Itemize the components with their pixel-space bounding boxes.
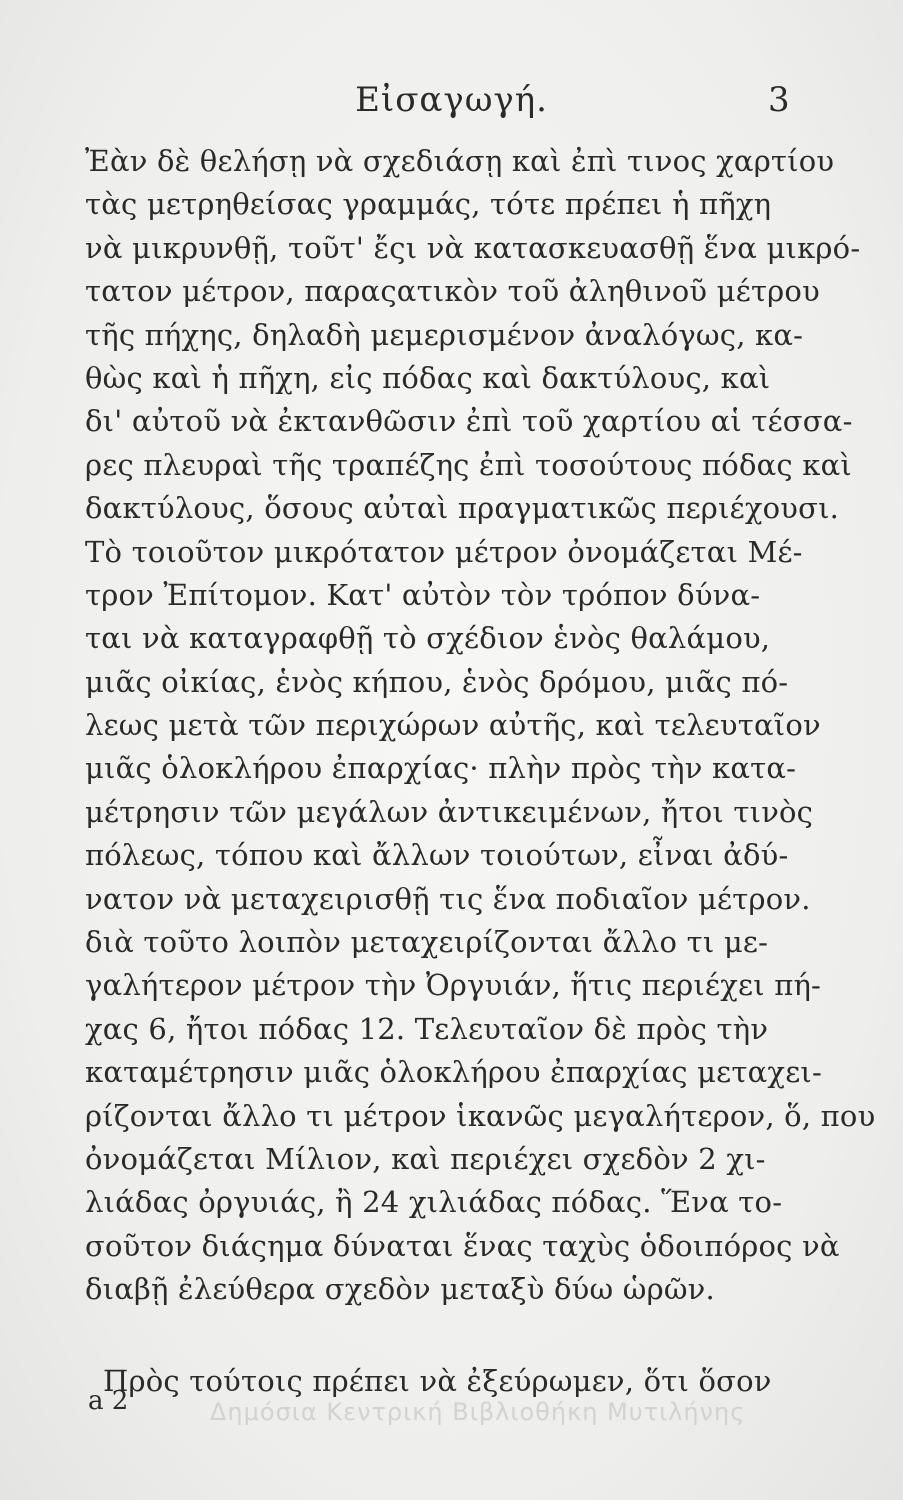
text-line: μέτρησιν τῶν μεγάλων ἀντικειμένων, ἤτοι τινὸς — [85, 794, 814, 829]
signature-mark: a 2 — [88, 1386, 129, 1416]
text-line: Ἐὰν δὲ θελήσῃ νὰ σχεδιάσῃ καὶ ἐπὶ τινος χαρτίου — [85, 144, 835, 178]
text-line: διὰ τοῦτο λοιπὸν μεταχειρίζονται ἄλλο τι με- — [85, 925, 769, 960]
text-line: σοῦτον διάςημα δύναται ἕνας ταχὺς ὁδοιπόρος νὰ — [85, 1228, 840, 1263]
library-watermark: Δημόσια Κεντρική Βιβλιοθήκη Μυτιλήνης — [210, 1398, 746, 1426]
text-line: μιᾶς οἰκίας, ἑνὸς κήπου, ἑνὸς δρόμου, μιᾶς πό- — [85, 664, 789, 699]
text-line: ὀνομάζεται Μίλιον, καὶ περιέχει σχεδὸν 2 χι- — [85, 1141, 766, 1176]
text-line: τρον Ἐπίτομον. Κατ' αὐτὸν τὸν τρόπον δύνα- — [85, 577, 761, 612]
text-line: διαβῇ ἐλεύθερα σχεδὸν μεταξὺ δύω ὡρῶν. — [85, 1272, 715, 1307]
text-line: Τὸ τοιοῦτον μικρότατον μέτρον ὀνομάζεται Μέ- — [85, 534, 803, 569]
text-line: Πρὸς τούτοις πρέπει νὰ ἐξεύρωμεν, ὅτι ὅσον — [103, 1363, 772, 1398]
text-line: γαλήτερον μέτρον τὴν Ὀργυιάν, ἥτις περιέχει πή- — [85, 968, 822, 1003]
text-line: λεως μετὰ τῶν περιχώρων αὐτῆς, καὶ τελευταῖον — [85, 708, 821, 743]
text-line: νατον νὰ μεταχειρισθῇ τις ἕνα ποδιαῖον μέτρον. — [85, 881, 811, 916]
text-line: τῆς πήχης, δηλαδὴ μεμερισμένον ἀναλόγως, κα- — [85, 317, 804, 352]
text-line: καταμέτρησιν μιᾶς ὁλοκλήρου ἐπαρχίας μεταχει- — [85, 1055, 822, 1090]
text-line: ται νὰ καταγραφθῇ τὸ σχέδιον ἑνὸς θαλάμου, — [85, 621, 771, 656]
text-line: δι' αὐτοῦ νὰ ἐκτανθῶσιν ἐπὶ τοῦ χαρτίου αἱ τέσσα- — [85, 404, 853, 439]
text-line: ρες πλευραὶ τῆς τραπέζης ἐπὶ τοσούτους πόδας καὶ — [85, 447, 852, 482]
text-line: τατον μέτρον, παραςατικὸν τοῦ ἀληθινοῦ μέτρου — [85, 274, 820, 309]
page-number: 3 — [768, 80, 790, 120]
text-line: χας 6, ἤτοι πόδας 12. Τελευταῖον δὲ πρὸς τὴν — [85, 1011, 769, 1046]
text-line: δακτύλους, ὅσους αὐταὶ πραγματικῶς περιέχουσι. — [85, 491, 840, 526]
text-line: ρίζονται ἄλλο τι μέτρον ἱκανῶς μεγαλήτερον, ὅ, που — [85, 1098, 876, 1133]
text-line: τὰς μετρηθείσας γραμμάς, τότε πρέπει ἡ πῆχη — [85, 187, 772, 222]
running-header-title: Εἰσαγωγή. — [355, 80, 548, 120]
text-line: λιάδας ὀργυιάς, ἢ 24 χιλιάδας πόδας. Ἕνα το- — [85, 1185, 783, 1220]
text-line: νὰ μικρυνθῇ, τοῦτ' ἔςι νὰ κατασκευασθῇ ἕνα μικρό- — [85, 230, 861, 265]
body-text — [85, 140, 876, 1403]
text-line: πόλεως, τόπου καὶ ἄλλων τοιούτων, εἶναι ἀδύ- — [85, 838, 789, 873]
text-line: μιᾶς ὁλοκλήρου ἐπαρχίας· πλὴν πρὸς τὴν κατα- — [85, 751, 797, 786]
paragraph-gap — [85, 1312, 805, 1360]
text-line: θὼς καὶ ἡ πῆχη, εἰς πόδας καὶ δακτύλους, καὶ — [85, 360, 771, 395]
